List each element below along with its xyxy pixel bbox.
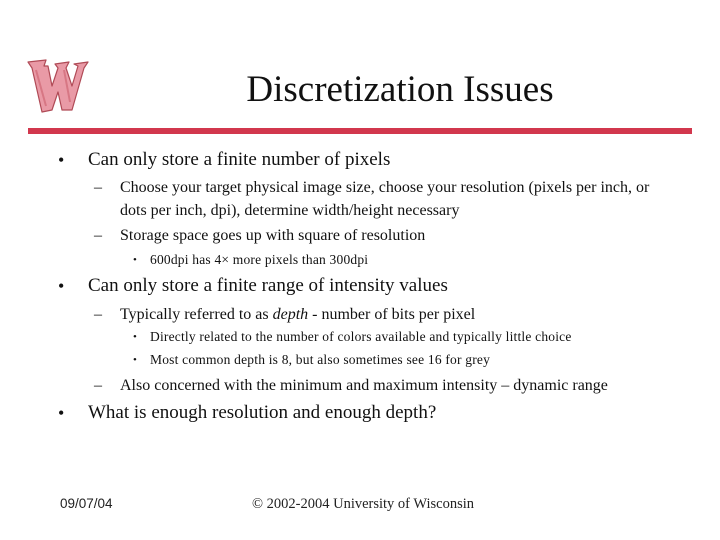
bullet-item	[58, 275, 448, 297]
sub-bullet-text-start: Typically referred to as	[120, 306, 273, 323]
depth-term: depth	[272, 306, 309, 323]
sub-sub-bullet-text: 600dpi has 4× more pixels than 300dpi	[150, 252, 369, 267]
sub-bullet-text-end: - number of bits per pixel	[308, 306, 476, 323]
dot-marker: •	[133, 254, 138, 266]
bullet-text: Can only store a finite number of pixels	[88, 149, 391, 170]
sub-sub-bullet-item	[133, 250, 369, 270]
slide-title: Discretization Issues	[246, 69, 554, 110]
bullet-marker: •	[58, 403, 65, 423]
dot-marker: •	[133, 331, 138, 343]
dot-marker: •	[133, 354, 138, 366]
dash-marker: –	[94, 179, 102, 196]
bullet-item	[58, 149, 391, 171]
sub-sub-bullet-text: Most common depth is 8, but also sometimes see 16 for grey	[150, 352, 491, 367]
footer-date: 09/07/04	[60, 496, 113, 511]
sub-bullet-item	[94, 303, 680, 326]
sub-bullet-text: Also concerned with the minimum and maximum intensity – dynamic range	[120, 377, 608, 394]
bullet-marker: •	[58, 276, 65, 296]
sub-bullet-item	[94, 374, 700, 397]
dash-marker: –	[94, 377, 102, 394]
dash-marker: –	[94, 227, 102, 244]
footer-copyright: © 2002-2004 University of Wisconsin	[252, 496, 475, 512]
bullet-marker: •	[58, 150, 65, 170]
bullet-item	[58, 402, 437, 424]
sub-bullet-item	[94, 224, 680, 247]
sub-sub-bullet-item	[133, 327, 572, 347]
sub-sub-bullet-item	[133, 350, 491, 370]
bullet-text: Can only store a finite range of intensity values	[88, 275, 448, 296]
sub-bullet-text: Storage space goes up with square of resolution	[120, 227, 426, 244]
dash-marker: –	[94, 306, 102, 323]
sub-bullet-item	[94, 176, 680, 222]
bullet-text: What is enough resolution and enough depth?	[88, 402, 437, 423]
sub-bullet-text: Choose your target physical image size, choose your resolution (pixels per inch, or dots per inch, dpi), determine width/height necessary	[120, 179, 650, 219]
sub-sub-bullet-text: Directly related to the number of colors available and typically little choice	[150, 329, 572, 344]
